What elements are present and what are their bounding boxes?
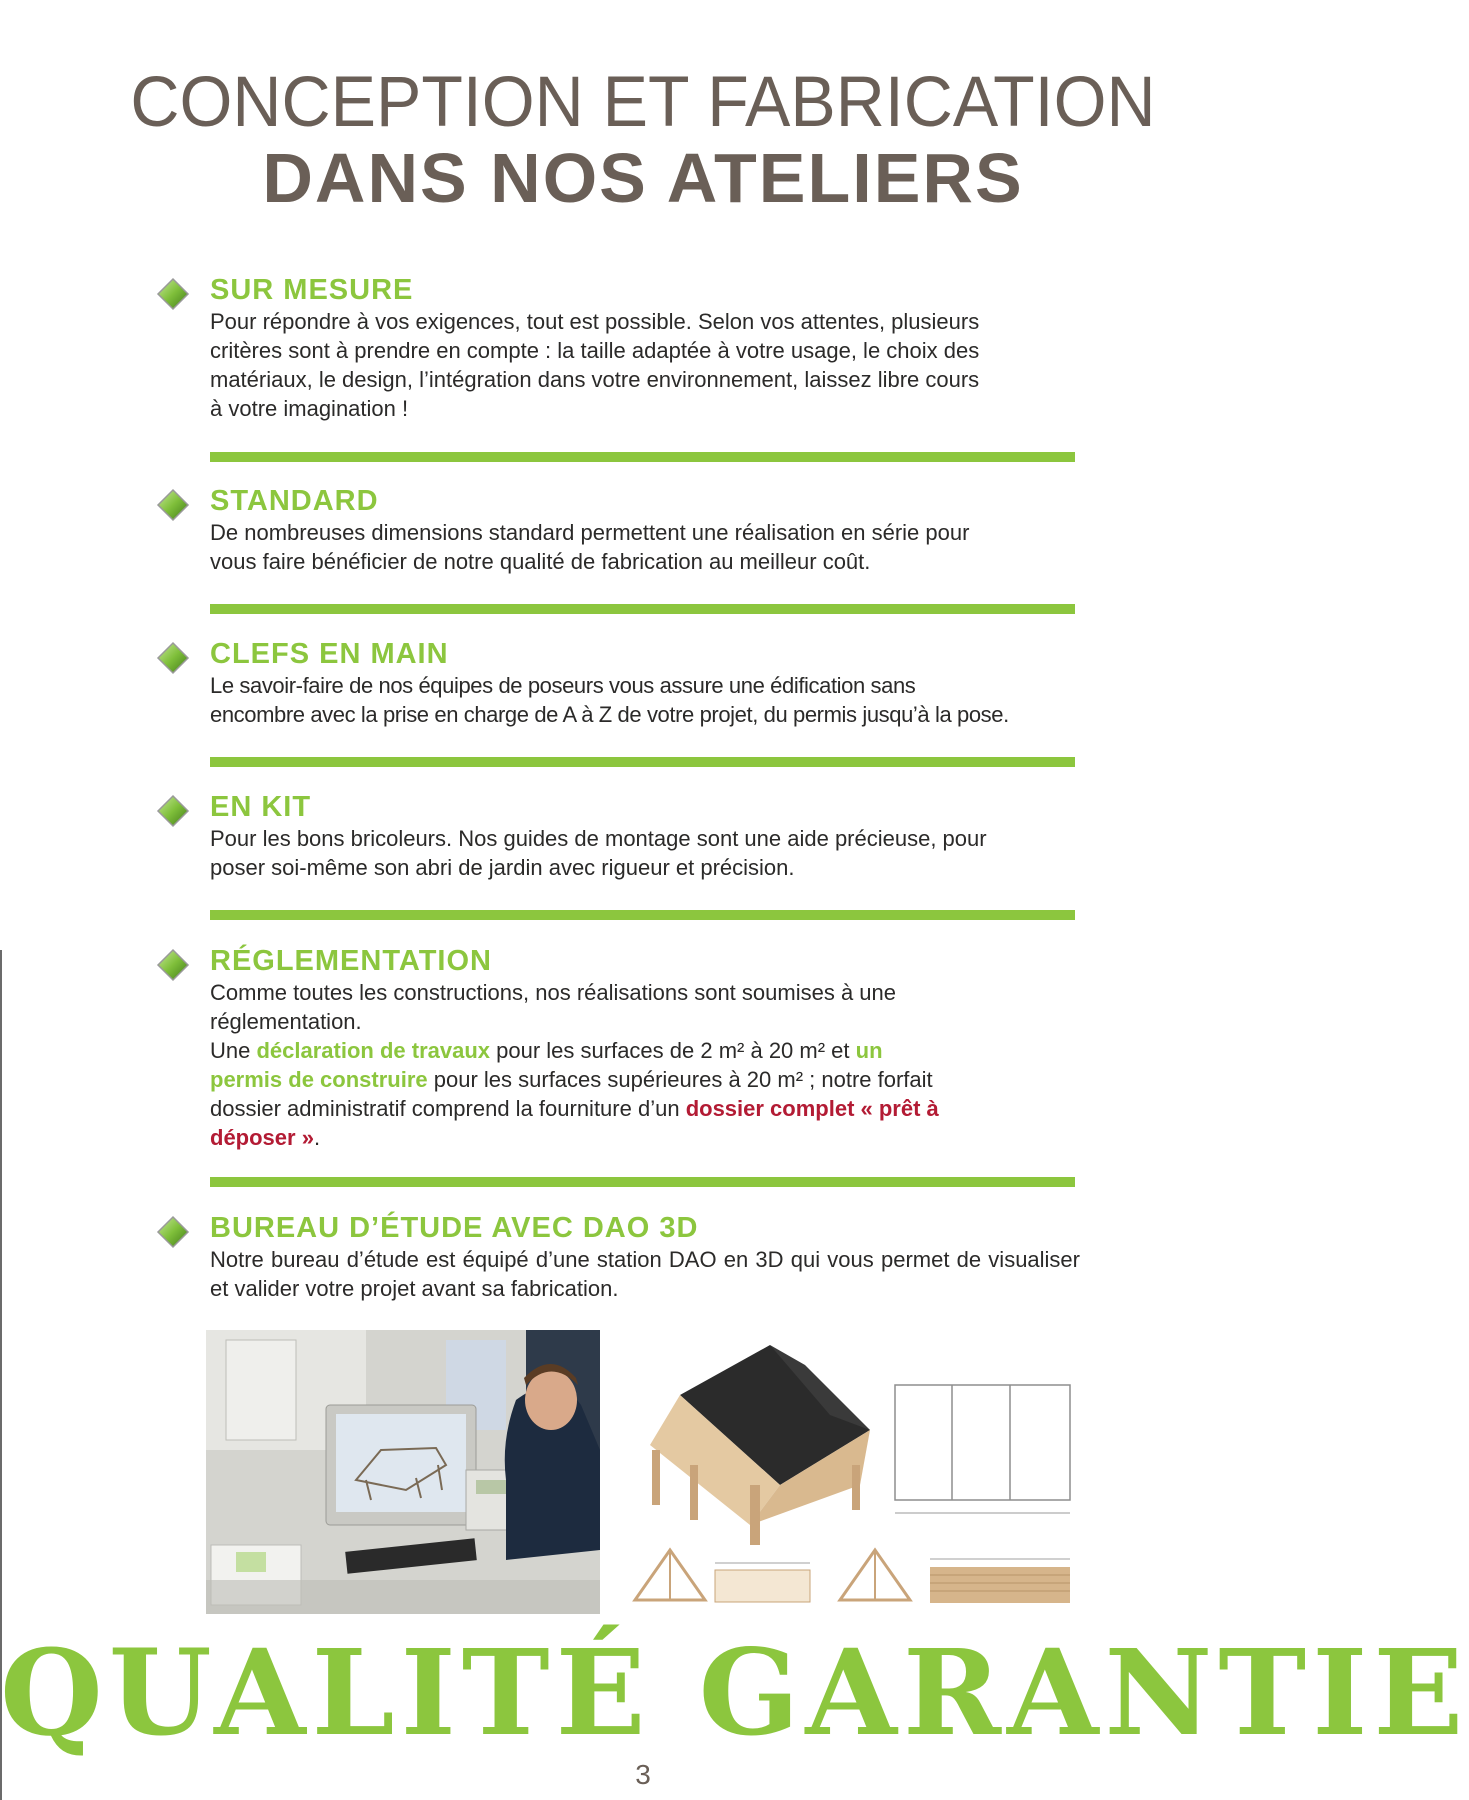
section-text xyxy=(210,671,1080,729)
text-line: à votre imagination ! xyxy=(210,396,409,421)
section-title: EN KIT xyxy=(210,791,312,823)
section-text xyxy=(210,824,1080,882)
highlight-un: un xyxy=(855,1038,883,1063)
text-run: dossier administratif comprend la fourniture d’un xyxy=(210,1096,686,1121)
cad-workstation-illustration xyxy=(206,1330,600,1614)
text-line: Pour les bons bricoleurs. Nos guides de montage sont une aide précieuse, pour xyxy=(210,826,987,851)
green-diamond-bullet-icon xyxy=(156,488,190,522)
photo-cad-workstation xyxy=(206,1330,600,1614)
text-line: Le savoir-faire de nos équipes de poseurs vous assure une édification sans xyxy=(210,673,916,698)
highlight-dossier-complet: dossier complet « prêt à xyxy=(685,1096,939,1121)
section-clefs-en-main xyxy=(210,637,1080,729)
section-title: BUREAU D’ÉTUDE AVEC DAO 3D xyxy=(210,1212,699,1244)
section-title: RÉGLEMENTATION xyxy=(210,945,492,977)
text-run: pour les surfaces supérieures à 20 m² ; notre forfait xyxy=(427,1067,933,1092)
text-line: matériaux, le design, l’intégration dans votre environnement, laissez libre cours xyxy=(210,367,980,392)
carport-3d-and-elevation-drawings xyxy=(630,1335,1080,1615)
text-run: pour les surfaces de 2 m² à 20 m² et xyxy=(490,1038,856,1063)
section-text: Notre bureau d’étude est équipé d’une station DAO en 3D qui vous permet de visualiser et valider votre projet avant sa fabrication. xyxy=(210,1247,1080,1301)
text-line: réglementation. xyxy=(210,1009,362,1034)
page-title-line2: DANS NOS ATELIERS xyxy=(262,139,1024,217)
section-text xyxy=(210,978,1080,1152)
text-line: Comme toutes les constructions, nos réalisations sont soumises à une xyxy=(210,980,896,1005)
section-reglementation xyxy=(210,944,1080,1152)
page-title-line1: CONCEPTION ET FABRICATION xyxy=(130,62,1156,142)
section-divider xyxy=(210,757,1075,767)
highlight-permis-construire: permis de construire xyxy=(210,1067,428,1092)
highlight-declaration-travaux: déclaration de travaux xyxy=(256,1038,491,1063)
slogan-qualite-garantie: QUALITÉ GARANTIE xyxy=(0,1623,1469,1762)
green-diamond-bullet-icon xyxy=(156,1215,190,1249)
text-line: vous faire bénéficier de notre qualité de fabrication au meilleur coût. xyxy=(210,549,871,574)
section-title: CLEFS EN MAIN xyxy=(210,638,449,670)
section-divider xyxy=(210,910,1075,920)
text-line: De nombreuses dimensions standard permettent une réalisation en série pour xyxy=(210,520,970,545)
text-line: poser soi-même son abri de jardin avec rigueur et précision. xyxy=(210,855,795,880)
section-standard xyxy=(210,484,1080,576)
text-line: encombre avec la prise en charge de A à Z de votre projet, du permis jusqu’à la pose. xyxy=(210,702,1009,727)
green-diamond-bullet-icon xyxy=(156,641,190,675)
section-en-kit xyxy=(210,790,1080,882)
text-line: Pour répondre à vos exigences, tout est possible. Selon vos attentes, plusieurs xyxy=(210,309,980,334)
section-divider xyxy=(210,452,1075,462)
green-diamond-bullet-icon xyxy=(156,794,190,828)
section-divider xyxy=(210,1177,1075,1187)
text-run: Une xyxy=(210,1038,257,1063)
plans-3d-drawings xyxy=(630,1335,1080,1615)
green-diamond-bullet-icon xyxy=(156,277,190,311)
section-bureau-etude xyxy=(210,1211,1080,1303)
section-text xyxy=(210,518,1080,576)
green-diamond-bullet-icon xyxy=(156,948,190,982)
section-sur-mesure xyxy=(210,273,1080,423)
highlight-deposer: déposer » xyxy=(210,1125,314,1150)
text-run: . xyxy=(313,1125,321,1150)
section-title: STANDARD xyxy=(210,485,379,517)
section-text xyxy=(210,307,1080,423)
page-number: 3 xyxy=(635,1759,651,1790)
text-line: critères sont à prendre en compte : la taille adaptée à votre usage, le choix des xyxy=(210,338,980,363)
section-title: SUR MESURE xyxy=(210,274,414,306)
section-divider xyxy=(210,604,1075,614)
